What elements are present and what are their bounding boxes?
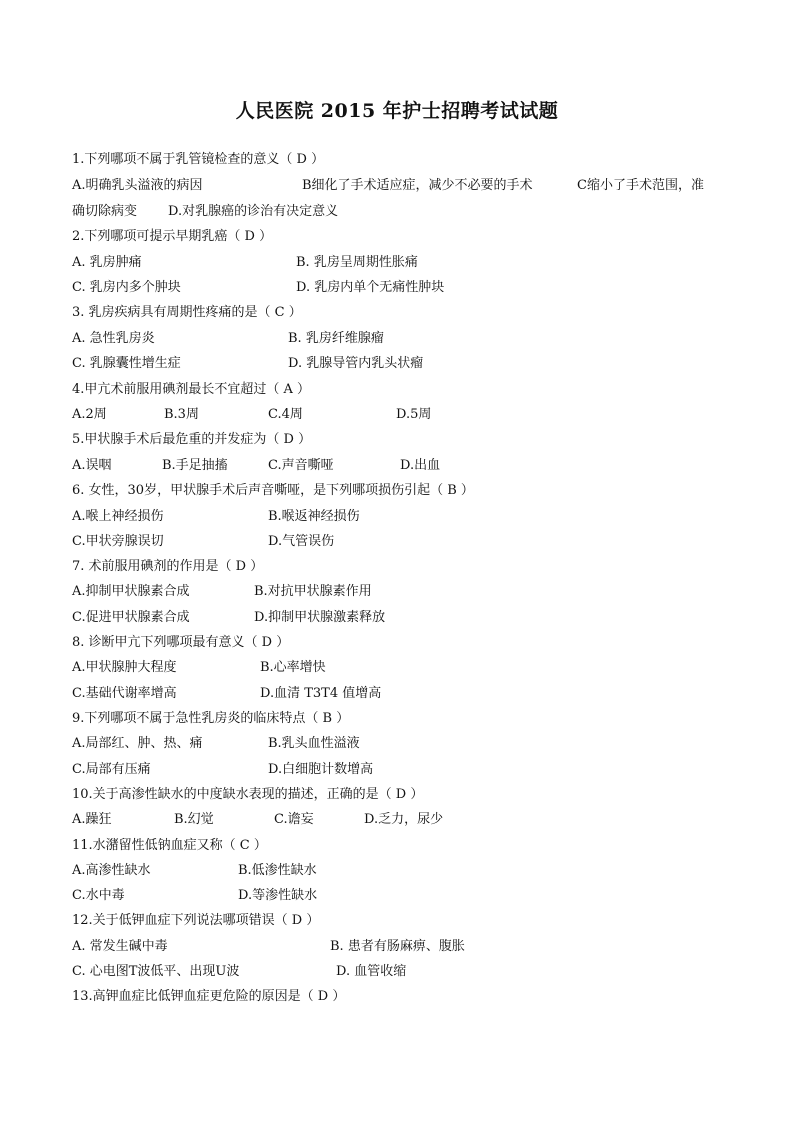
option-d: D. 乳房内单个无痛性肿块 [296,280,445,295]
option-b: B.低渗性缺水 [238,863,317,878]
question-13 [72,987,345,1007]
question-1 [72,150,324,170]
question-6 [72,481,474,501]
option-a: A.抑制甲状腺素合成 [72,584,190,599]
option-d: D.抑制甲状腺激素释放 [254,610,386,625]
question-12-options-row1 [72,937,732,957]
option-b: B.手足抽搐 [162,458,228,473]
option-b: B.对抗甲状腺素作用 [254,584,372,599]
option-c: C. 乳腺囊性增生症 [72,356,181,371]
option-b: B.3周 [164,407,199,422]
question-text: 5.甲状腺手术后最危重的并发症为（ D ） [72,432,312,447]
option-d: D.等渗性缺水 [238,888,318,903]
option-d: D.气管误伤 [268,534,335,549]
question-text: 11.水潴留性低钠血症又称（ C ） [72,838,267,853]
page-title: 人民医院 2015 年护士招聘考试试题 [235,100,559,122]
option-a: A. 常发生碱中毒 [72,939,168,954]
option-d: D. 乳腺导管内乳头状瘤 [288,356,424,371]
question-4-options [72,405,732,425]
option-b: B.喉返神经损伤 [268,509,360,524]
question-text: 1.下列哪项不属于乳管镜检查的意义（ D ） [72,152,325,167]
question-text: 12.关于低钾血症下列说法哪项错误（ D ） [72,913,320,928]
question-11 [72,836,267,856]
option-c: C. 乳房内多个肿块 [72,280,181,295]
question-text: 7. 术前服用碘剂的作用是（ D ） [72,559,264,574]
question-5-options [72,456,732,476]
question-11-options-row1 [72,861,732,881]
option-b: B. 乳房纤维腺瘤 [288,331,384,346]
option-d: D.血清 T3T4 值增高 [260,686,382,701]
option-c: C缩小了手术范围，准 [577,178,704,193]
question-9 [72,709,349,729]
question-3-options-row1 [72,329,732,349]
question-1-options-row1 [72,176,732,196]
question-10-options [72,810,732,830]
question-6-options-row2 [72,532,732,552]
option-d: D. 血管收缩 [336,964,407,979]
option-a: A. 急性乳房炎 [72,331,155,346]
option-d: D.白细胞计数增高 [268,762,374,777]
option-a: A. 乳房肿痛 [72,255,142,270]
option-a: A.躁狂 [72,812,112,827]
option-c: C.基础代谢率增高 [72,686,177,701]
question-2 [72,227,272,247]
option-d: D.出血 [400,458,441,473]
option-c-continued: 确切除病变 [72,204,138,219]
question-4 [72,380,310,400]
option-c: C.声音嘶哑 [268,458,334,473]
question-2-options-row1 [72,253,732,273]
option-b: B细化了手术适应症，减少不必要的手术 [302,178,533,193]
question-3-options-row2 [72,354,732,374]
question-6-options-row1 [72,507,732,527]
question-7-options-row1 [72,582,732,602]
option-d: D.5周 [396,407,432,422]
option-a: A.甲状腺肿大程度 [72,660,177,675]
question-9-options-row2 [72,760,732,780]
question-text: 13.高钾血症比低钾血症更危险的原因是（ D ） [72,989,346,1004]
option-c: C.4周 [268,407,303,422]
question-8-options-row1 [72,658,732,678]
option-c: C. 心电图T波低平、出现U波 [72,964,240,979]
option-b: B. 患者有肠麻痹、腹胀 [330,939,465,954]
question-11-options-row2 [72,886,732,906]
option-a: A.喉上神经损伤 [72,509,164,524]
question-8-options-row2 [72,684,732,704]
option-c: C.水中毒 [72,888,125,903]
question-10 [72,785,423,805]
option-a: A.误咽 [72,458,112,473]
option-d: D.乏力，尿少 [364,812,444,827]
option-a: A.2周 [72,407,107,422]
option-b: B.心率增快 [260,660,326,675]
question-text: 3. 乳房疾病具有周期性疼痛的是（ C ） [72,305,302,320]
question-1-options-row2 [72,202,732,222]
option-c: C.局部有压痛 [72,762,151,777]
question-text: 10.关于高渗性缺水的中度缺水表现的描述，正确的是（ D ） [72,787,424,802]
option-a: A.高渗性缺水 [72,863,151,878]
question-8 [72,633,289,653]
question-text: 8. 诊断甲亢下列哪项最有意义（ D ） [72,635,290,650]
question-7 [72,557,263,577]
question-9-options-row1 [72,734,732,754]
option-c: C.谵妄 [274,812,314,827]
question-3 [72,303,302,323]
question-text: 6. 女性，30岁，甲状腺手术后声音嘶哑，是下列哪项损伤引起（ B ） [72,483,474,498]
question-text: 4.甲亢术前服用碘剂最长不宜超过（ A ） [72,382,311,397]
question-7-options-row2 [72,608,732,628]
question-text: 2.下列哪项可提示早期乳癌（ D ） [72,229,273,244]
option-c: C.促进甲状腺素合成 [72,610,190,625]
option-b: B. 乳房呈周期性胀痛 [296,255,418,270]
question-12-options-row2 [72,962,732,982]
option-c: C.甲状旁腺误切 [72,534,164,549]
option-d: D.对乳腺癌的诊治有决定意义 [168,204,339,219]
option-b: B.乳头血性溢液 [268,736,360,751]
option-a: A.局部红、肿、热、痛 [72,736,203,751]
question-2-options-row2 [72,278,732,298]
option-a: A.明确乳头溢液的病因 [72,178,203,193]
question-5 [72,430,311,450]
question-12 [72,911,319,931]
option-b: B.幻觉 [174,812,214,827]
question-text: 9.下列哪项不属于急性乳房炎的临床特点（ B ） [72,711,350,726]
